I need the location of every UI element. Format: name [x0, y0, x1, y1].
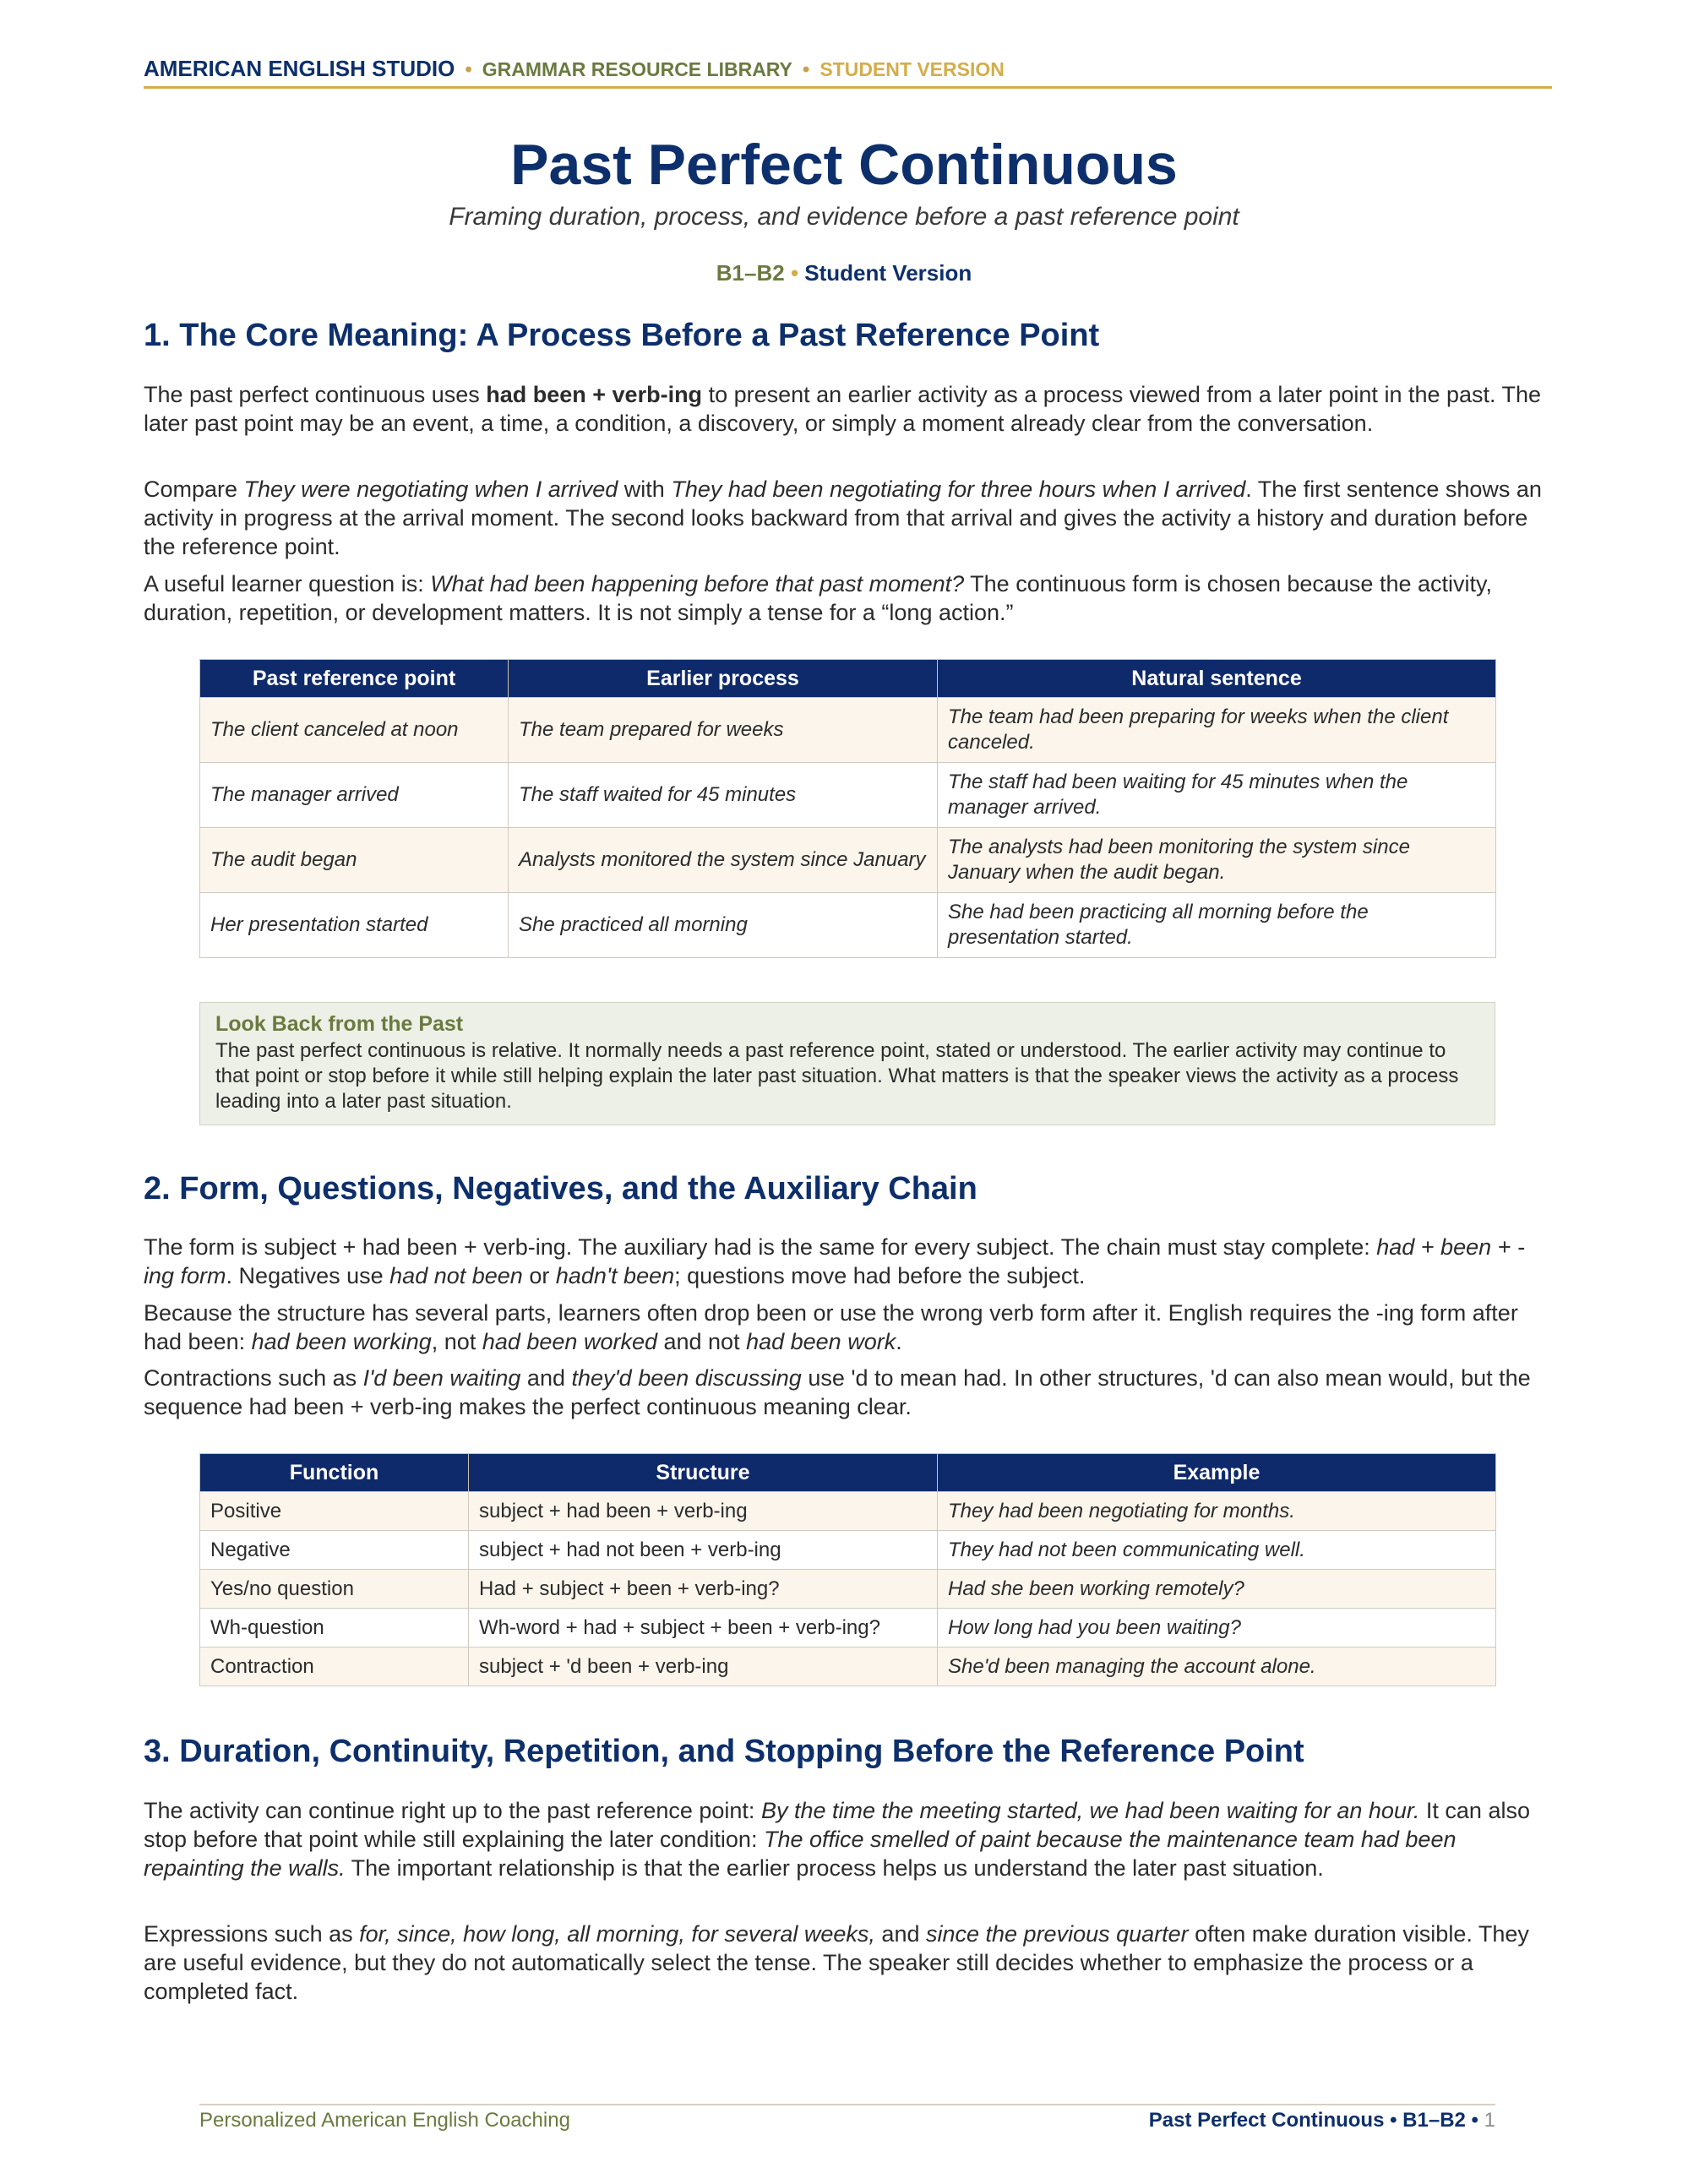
- table-cell: How long had you been waiting?: [938, 1609, 1496, 1648]
- table-cell: Contraction: [200, 1648, 469, 1686]
- page-subtitle: Framing duration, process, and evidence before a past reference point: [449, 203, 1239, 231]
- table-cell: They had been negotiating for months.: [938, 1492, 1496, 1531]
- table-cell: subject + 'd been + verb-ing: [469, 1648, 938, 1686]
- table-cell: They had not been communicating well.: [938, 1531, 1496, 1570]
- page-number: 1: [1484, 2109, 1495, 2132]
- header-separator: •: [465, 58, 472, 81]
- table-cell: Had she been working remotely?: [938, 1570, 1496, 1609]
- footer-running-title: Past Perfect Continuous • B1–B2 •: [1148, 2109, 1478, 2132]
- table-cell: The audit began: [200, 828, 509, 893]
- footer-left-text: Personalized American English Coaching: [199, 2109, 570, 2132]
- table-cell: Wh-word + had + subject + been + verb-ing?: [469, 1609, 938, 1648]
- brand-name: AMERICAN ENGLISH STUDIO: [144, 56, 455, 81]
- section-1-paragraph-2: Compare They were negotiating when I arrived with They had been negotiating for three hours when I arrived. The first sentence shows an activity in progress at the arrival moment. The second looks backward from that arrival and gives the activity a history and duration before the reference point.: [144, 477, 1542, 559]
- level-range: B1–B2: [716, 260, 785, 286]
- table-row: [200, 828, 1496, 893]
- table-row: [200, 763, 1496, 828]
- version-label: STUDENT VERSION: [819, 58, 1005, 80]
- table-row: [200, 1531, 1496, 1570]
- table-cell: She had been practicing all morning before the presentation started.: [938, 893, 1496, 958]
- form-table: [199, 1453, 1496, 1686]
- column-header: Function: [200, 1454, 469, 1492]
- footer-right-text: [1149, 2109, 1495, 2132]
- table-cell: The team had been preparing for weeks when the client canceled.: [938, 698, 1496, 763]
- table-cell: Negative: [200, 1531, 469, 1570]
- level-version: Student Version: [804, 260, 972, 286]
- column-header: Structure: [469, 1454, 938, 1492]
- table-row: [200, 1570, 1496, 1609]
- table-cell: Wh-question: [200, 1609, 469, 1648]
- table-cell: The team prepared for weeks: [509, 698, 938, 763]
- table-cell: The staff waited for 45 minutes: [509, 763, 938, 828]
- section-1-paragraph-3: A useful learner question is: What had been happening before that past moment? The continuous form is chosen because the activity, duration, repetition, or development matters. It is not simply a tense for a “long action.”: [144, 571, 1492, 625]
- section-3-heading: 3. Duration, Continuity, Repetition, and Stopping Before the Reference Point: [144, 1734, 1304, 1769]
- section-2-paragraph-2: Because the structure has several parts, learners often drop been or use the wrong verb form after it. English requires the -ing form after had been: had been working, not had been worked and not had been work.: [144, 1300, 1518, 1354]
- running-header: [144, 56, 1552, 89]
- library-name: GRAMMAR RESOURCE LIBRARY: [482, 58, 792, 80]
- section-1-paragraph-1: The past perfect continuous uses had been + verb-ing to present an earlier activity as a process viewed from a later point in the past. The later past point may be an event, a time, a condition, a discovery, or simply a moment already clear from the conversation.: [144, 382, 1542, 436]
- column-header: Natural sentence: [938, 660, 1496, 698]
- table-cell: The staff had been waiting for 45 minutes when the manager arrived.: [938, 763, 1496, 828]
- level-line: [0, 260, 1688, 286]
- column-header: Past reference point: [200, 660, 509, 698]
- look-back-callout: [199, 1002, 1495, 1125]
- table-cell: Positive: [200, 1492, 469, 1531]
- table-cell: The analysts had been monitoring the system since January when the audit began.: [938, 828, 1496, 893]
- table-cell: Her presentation started: [200, 893, 509, 958]
- section-2-heading: 2. Form, Questions, Negatives, and the Auxiliary Chain: [144, 1171, 977, 1206]
- table-cell: The client canceled at noon: [200, 698, 509, 763]
- table-cell: subject + had not been + verb-ing: [469, 1531, 938, 1570]
- level-dot: •: [790, 260, 799, 286]
- column-header: Example: [938, 1454, 1496, 1492]
- table-cell: Yes/no question: [200, 1570, 469, 1609]
- table-cell: Analysts monitored the system since January: [509, 828, 938, 893]
- table-header-row: [200, 660, 1496, 698]
- header-separator: •: [802, 58, 810, 81]
- table-cell: Had + subject + been + verb-ing?: [469, 1570, 938, 1609]
- table-header-row: [200, 1454, 1496, 1492]
- page-title: Past Perfect Continuous: [510, 133, 1178, 197]
- footer-divider: [199, 2104, 1495, 2105]
- table-row: [200, 1648, 1496, 1686]
- section-3-paragraph-2: Expressions such as for, since, how long, all morning, for several weeks, and since the previous quarter often make duration visible. They are useful evidence, but they do not automatically select the tense. The speaker still decides whether to emphasize the process or a completed fact.: [144, 1921, 1529, 2004]
- callout-title: Look Back from the Past: [215, 1012, 464, 1036]
- column-header: Earlier process: [509, 660, 938, 698]
- table-row: [200, 698, 1496, 763]
- table-row: [200, 1492, 1496, 1531]
- table-row: [200, 893, 1496, 958]
- table-cell: The manager arrived: [200, 763, 509, 828]
- section-3-paragraph-1: The activity can continue right up to the past reference point: By the time the meeting started, we had been waiting for an hour. It can also stop before that point while still explaining the later condition: The office smelled of paint because the maintenance team had been repainting the walls. The important relationship is that the earlier process helps us understand the later past situation.: [144, 1798, 1530, 1881]
- table-row: [200, 1609, 1496, 1648]
- section-2-paragraph-1: The form is subject + had been + verb-ing. The auxiliary had is the same for every subject. The chain must stay complete: had + been + -ing form. Negatives use had not been or hadn't been; questions move had before the subject.: [144, 1234, 1525, 1288]
- section-2-paragraph-3: Contractions such as I'd been waiting and they'd been discussing use 'd to mean had. In other structures, 'd can also mean would, but the sequence had been + verb-ing makes the perfect continuous meaning clear.: [144, 1365, 1531, 1419]
- reference-point-table: [199, 659, 1496, 958]
- table-cell: subject + had been + verb-ing: [469, 1492, 938, 1531]
- section-1-heading: 1. The Core Meaning: A Process Before a Past Reference Point: [144, 318, 1100, 353]
- table-cell: She'd been managing the account alone.: [938, 1648, 1496, 1686]
- table-cell: She practiced all morning: [509, 893, 938, 958]
- callout-body: The past perfect continuous is relative. It normally needs a past reference point, stated or understood. The earlier activity may continue to that point or stop before it while still helping explain the later past situation. What matters is that the speaker views the activity as a process leading into a later past situation.: [215, 1039, 1459, 1113]
